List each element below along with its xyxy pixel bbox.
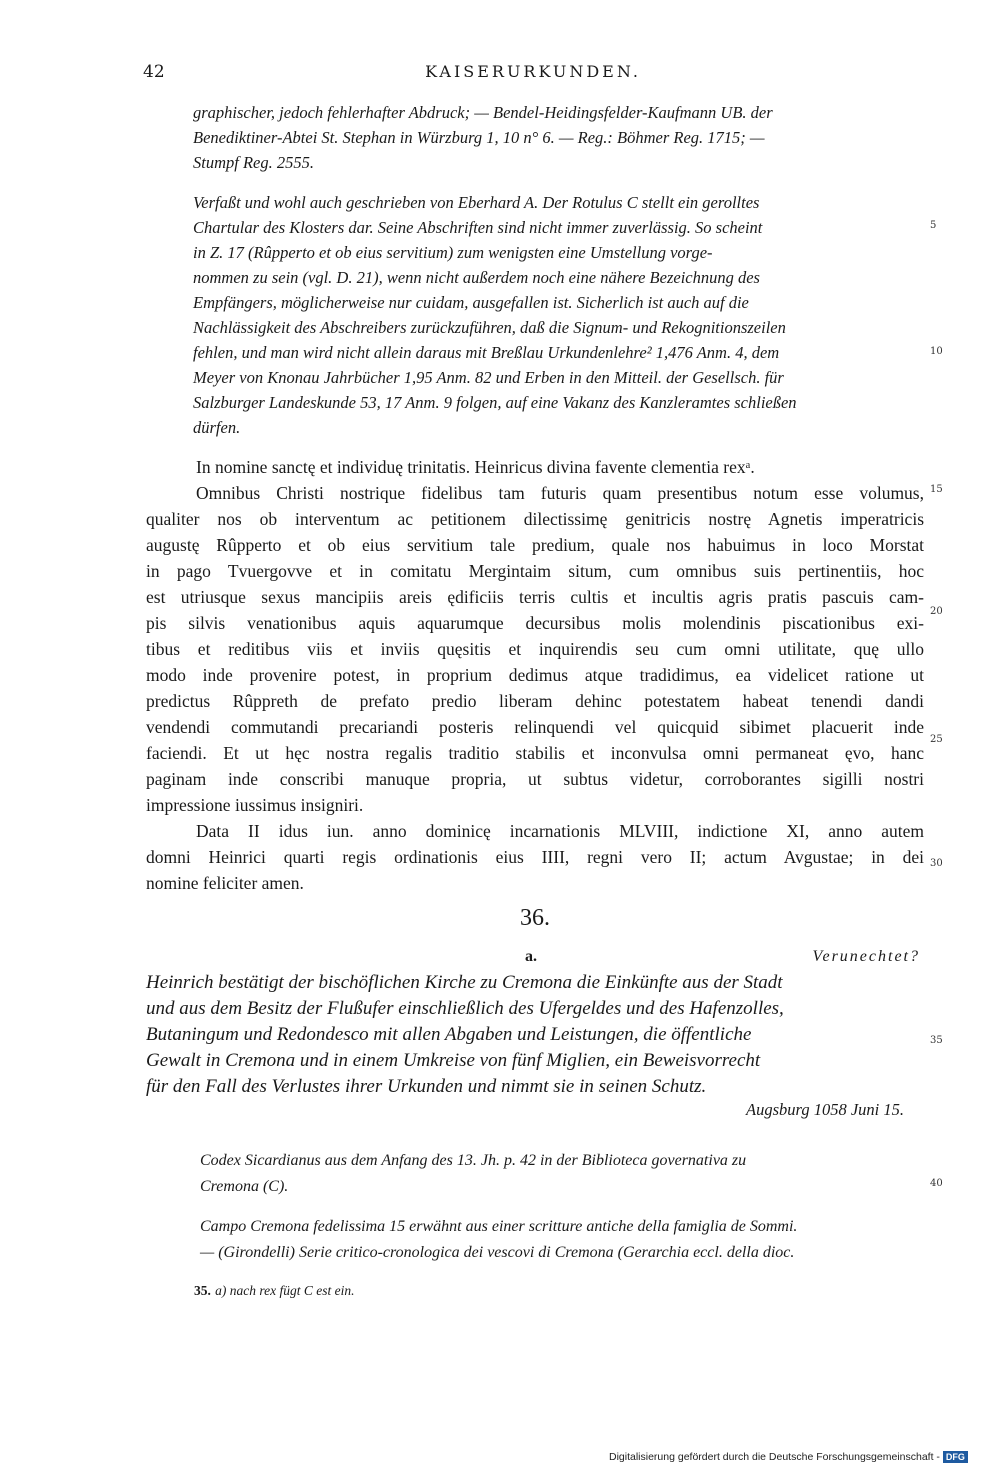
text-line: dürfen. (193, 418, 241, 437)
text-line: Codex Sicardianus aus dem Anfang des 13. Jh. p. 42 in der Biblioteca governativa zu (200, 1152, 747, 1169)
text-line: domni Heinrici quarti regis ordinationis eius IIII, regni vero II; actum Avgustae; in dei (146, 847, 924, 867)
digitization-text: Digitalisierung gefördert durch die Deutsche Forschungsgemeinschaft - (609, 1451, 940, 1463)
text-line: Chartular des Klosters dar. Seine Abschriften sind nicht immer zuverlässig. So scheint (193, 218, 763, 237)
text-line: Nachlässigkeit des Abschreibers zurückzuführen, daß die Signum- und Rekognitionszeilen (193, 318, 786, 337)
text-line: faciendi. Et ut hęc nostra regalis traditio stabilis et inconvulsa omni permaneat ęvo, hanc (146, 743, 924, 763)
text-line: predictus Rûppreth de prefato predio liberam dehinc potestatem habeat tenendi dandi (146, 691, 924, 711)
page-number: 42 (143, 62, 165, 82)
text-line: pis silvis venationibus aquis aquarumque decursibus molis molendinis piscationibus exi- (146, 613, 924, 633)
line-number: 25 (930, 734, 943, 745)
text-line: für den Fall des Verlustes ihrer Urkunden und nimmt sie in seinen Schutz. (146, 1076, 707, 1097)
text-line: Salzburger Landeskunde 53, 17 Anm. 9 folgen, auf eine Vakanz des Kanzleramtes schließen (193, 393, 797, 412)
sub-label: a. (525, 948, 537, 965)
text-line: impressione iussimus insigniri. (146, 795, 364, 815)
bibliography-block (193, 100, 921, 175)
digitization-note (609, 1451, 968, 1463)
page-header (143, 62, 923, 88)
text-line: Omnibus Christi nostrique fidelibus tam futuris quam presentibus notum esse volumus, (196, 483, 924, 503)
footnote-label: 35. (194, 1283, 211, 1298)
text-line: Benediktiner-Abtei St. Stephan in Würzburg 1, 10 n° 6. — Reg.: Böhmer Reg. 1715; — (193, 128, 765, 147)
text-line: Cremona (C). (200, 1178, 289, 1195)
source-block (200, 1148, 922, 1200)
text-line: Butaningum und Redondesco mit allen Abgaben und Leistungen, die öffentliche (146, 1024, 752, 1045)
commentary-block (193, 190, 921, 440)
line-number: 15 (930, 484, 943, 495)
text-line: Heinrich bestätigt der bischöflichen Kirche zu Cremona die Einkünfte aus der Stadt (146, 972, 783, 993)
text-line: und aus dem Besitz der Flußufer einschließlich des Ufergeldes und des Hafenzolles, (146, 998, 784, 1019)
text-line: Verfaßt und wohl auch geschrieben von Eberhard A. Der Rotulus C stellt ein gerolltes (193, 193, 760, 212)
text-line: Gewalt in Cremona und in einem Umkreise von fünf Miglien, ein Beweisvorrecht (146, 1050, 761, 1071)
text-line: tibus et reditibus viis et inviis quęsitis et inquirendis seu cum omni utilitate, quę ullo (146, 639, 924, 659)
line-number: 30 (930, 858, 943, 869)
text-line: Meyer von Knonau Jahrbücher 1,95 Anm. 82 und Erben in den Mitteil. der Gesellsch. für (193, 368, 784, 387)
line-number: 5 (930, 220, 937, 231)
text-line: Empfängers, möglicherweise nur cuidam, ausgefallen ist. Sicherlich ist auch auf die (193, 293, 749, 312)
regest-summary (146, 970, 924, 1100)
footnote-text: a) nach rex fügt C est ein. (215, 1283, 355, 1298)
text-line: paginam inde conscribi manuque propria, ut subtus videtur, corroborantes sigilli nostri (146, 769, 924, 789)
text-line: Stumpf Reg. 2555. (193, 153, 314, 172)
text-line: augustę Rûpperto et ob eius servitium tale predium, quale nos habuimus in loco Morstat (146, 535, 924, 555)
authenticity-status: Verunechtet? (812, 948, 920, 965)
text-line: vendendi commutandi precariandi posteris relinquendi vel quicquid sibimet placuerit inde (146, 717, 924, 737)
line-number: 20 (930, 606, 943, 617)
text-line: in pago Tvuergovve et in comitatu Mergintaim situm, cum omnibus suis pertinentiis, hoc (146, 561, 924, 581)
text-line: — (Girondelli) Serie critico-cronologica dei vescovi di Cremona (Gerarchia eccl. della dioc. (200, 1244, 795, 1261)
document-number: 36. (520, 905, 550, 931)
dfg-logo: DFG (943, 1451, 968, 1463)
text-line: Data II idus iun. anno dominicę incarnationis MLVIII, indictione XI, anno autem (196, 821, 924, 841)
text-line: nomine feliciter amen. (146, 873, 304, 893)
line-number: 35 (930, 1035, 943, 1046)
text-line: qualiter nos ob interventum ac petitionem dilectissimę genitricis nostrę Agnetis imperatricis (146, 509, 924, 529)
running-title: KAISERURKUNDEN. (425, 62, 641, 81)
text-line: In nomine sanctę et individuę trinitatis. Heinricus divina favente clementia rexᵃ. (196, 457, 755, 477)
text-line: nommen zu sein (vgl. D. 21), wenn nicht außerdem noch eine nähere Bezeichnung des (193, 268, 760, 287)
place-date: Augsburg 1058 Juni 15. (746, 1100, 904, 1119)
footnote (194, 1283, 355, 1299)
text-line: modo inde provenire potest, in proprium dedimus atque tradidimus, ea videlicet ratione ut (146, 665, 924, 685)
text-line: graphischer, jedoch fehlerhafter Abdruck; — Bendel-Heidingsfelder-Kaufmann UB. der (193, 103, 773, 122)
literature-block (200, 1214, 922, 1266)
text-line: fehlen, und man wird nicht allein daraus mit Breßlau Urkundenlehre² 1,476 Anm. 4, dem (193, 343, 780, 362)
text-line: Campo Cremona fedelissima 15 erwähnt aus einer scritture antiche della famiglia de Sommi. (200, 1218, 798, 1235)
text-line: in Z. 17 (Rûpperto et ob eius servitium) zum wenigsten eine Umstellung vorge- (193, 243, 713, 262)
line-number: 40 (930, 1178, 943, 1189)
line-number: 10 (930, 346, 943, 357)
charter-text (146, 454, 924, 896)
text-line: est utriusque sexus mancipiis areis ędificiis terris cultis et incultis agris pratis pascuis cam- (146, 587, 924, 607)
